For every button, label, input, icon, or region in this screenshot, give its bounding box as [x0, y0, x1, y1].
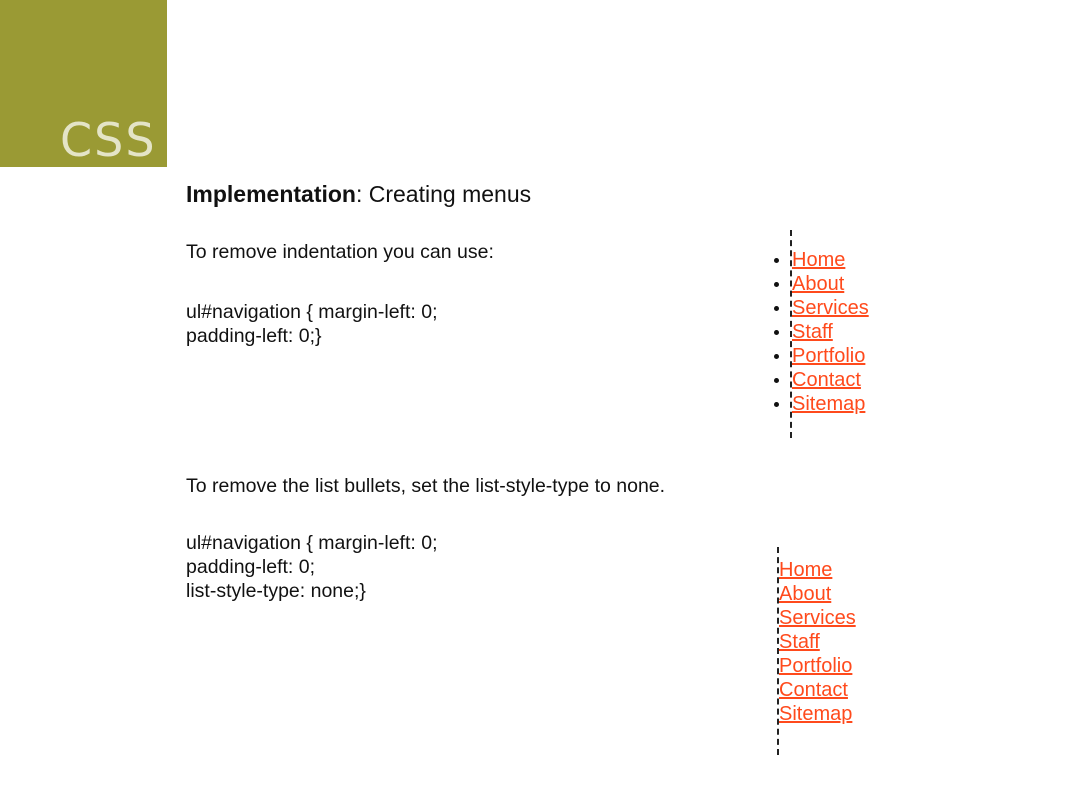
section2-text: To remove the list bullets, set the list-style-type to none. — [186, 475, 666, 497]
menu-list-bulleted — [792, 248, 869, 416]
menu-item — [779, 558, 856, 582]
section1-text: To remove indentation you can use: — [186, 241, 494, 263]
menu-item — [792, 296, 869, 320]
menu-link-sitemap[interactable]: Sitemap — [792, 393, 866, 415]
bullet-icon — [774, 258, 779, 263]
bullet-icon — [774, 354, 779, 359]
code-line: list-style-type: none;} — [186, 580, 366, 602]
slide-title-bold: Implementation — [186, 181, 356, 207]
menu-item — [779, 678, 856, 702]
menu-item — [779, 582, 856, 606]
menu-link-services[interactable]: Services — [792, 297, 869, 319]
menu-link-home[interactable]: Home — [779, 559, 833, 581]
menu-link-sitemap[interactable]: Sitemap — [779, 703, 853, 725]
section2-code — [186, 531, 437, 603]
code-line: padding-left: 0; — [186, 556, 316, 578]
menu-link-staff[interactable]: Staff — [779, 631, 820, 653]
menu-item — [779, 606, 856, 630]
menu-link-home[interactable]: Home — [792, 249, 846, 271]
menu-item — [792, 248, 869, 272]
menu-example-no-bullets — [770, 547, 890, 755]
slide-title-rest: : Creating menus — [355, 181, 532, 207]
menu-item — [792, 368, 869, 392]
bullet-icon — [774, 306, 779, 311]
css-logo-text: CSS — [60, 113, 157, 167]
code-line: ul#navigation { margin-left: 0; — [186, 301, 438, 323]
menu-link-staff[interactable]: Staff — [792, 321, 833, 343]
menu-example-bulleted — [760, 230, 890, 438]
menu-link-about[interactable]: About — [792, 273, 845, 295]
bullet-icon — [774, 378, 779, 383]
menu-item — [792, 320, 869, 344]
menu-list-no-bullets — [779, 558, 856, 726]
bullet-icon — [774, 282, 779, 287]
menu-link-portfolio[interactable]: Portfolio — [779, 655, 853, 677]
code-line: padding-left: 0;} — [186, 325, 322, 347]
slide-title — [186, 180, 531, 208]
menu-item — [779, 654, 856, 678]
bullet-icon — [774, 330, 779, 335]
menu-link-services[interactable]: Services — [779, 607, 856, 629]
menu-link-contact[interactable]: Contact — [792, 369, 861, 391]
menu-item — [779, 702, 856, 726]
menu-link-contact[interactable]: Contact — [779, 679, 848, 701]
menu-item — [792, 344, 869, 368]
menu-link-portfolio[interactable]: Portfolio — [792, 345, 866, 367]
menu-item — [792, 392, 869, 416]
code-line: ul#navigation { margin-left: 0; — [186, 532, 438, 554]
bullet-icon — [774, 402, 779, 407]
menu-item — [792, 272, 869, 296]
menu-item — [779, 630, 856, 654]
section1-code — [186, 300, 437, 348]
menu-link-about[interactable]: About — [779, 583, 832, 605]
css-logo-block — [0, 0, 167, 167]
